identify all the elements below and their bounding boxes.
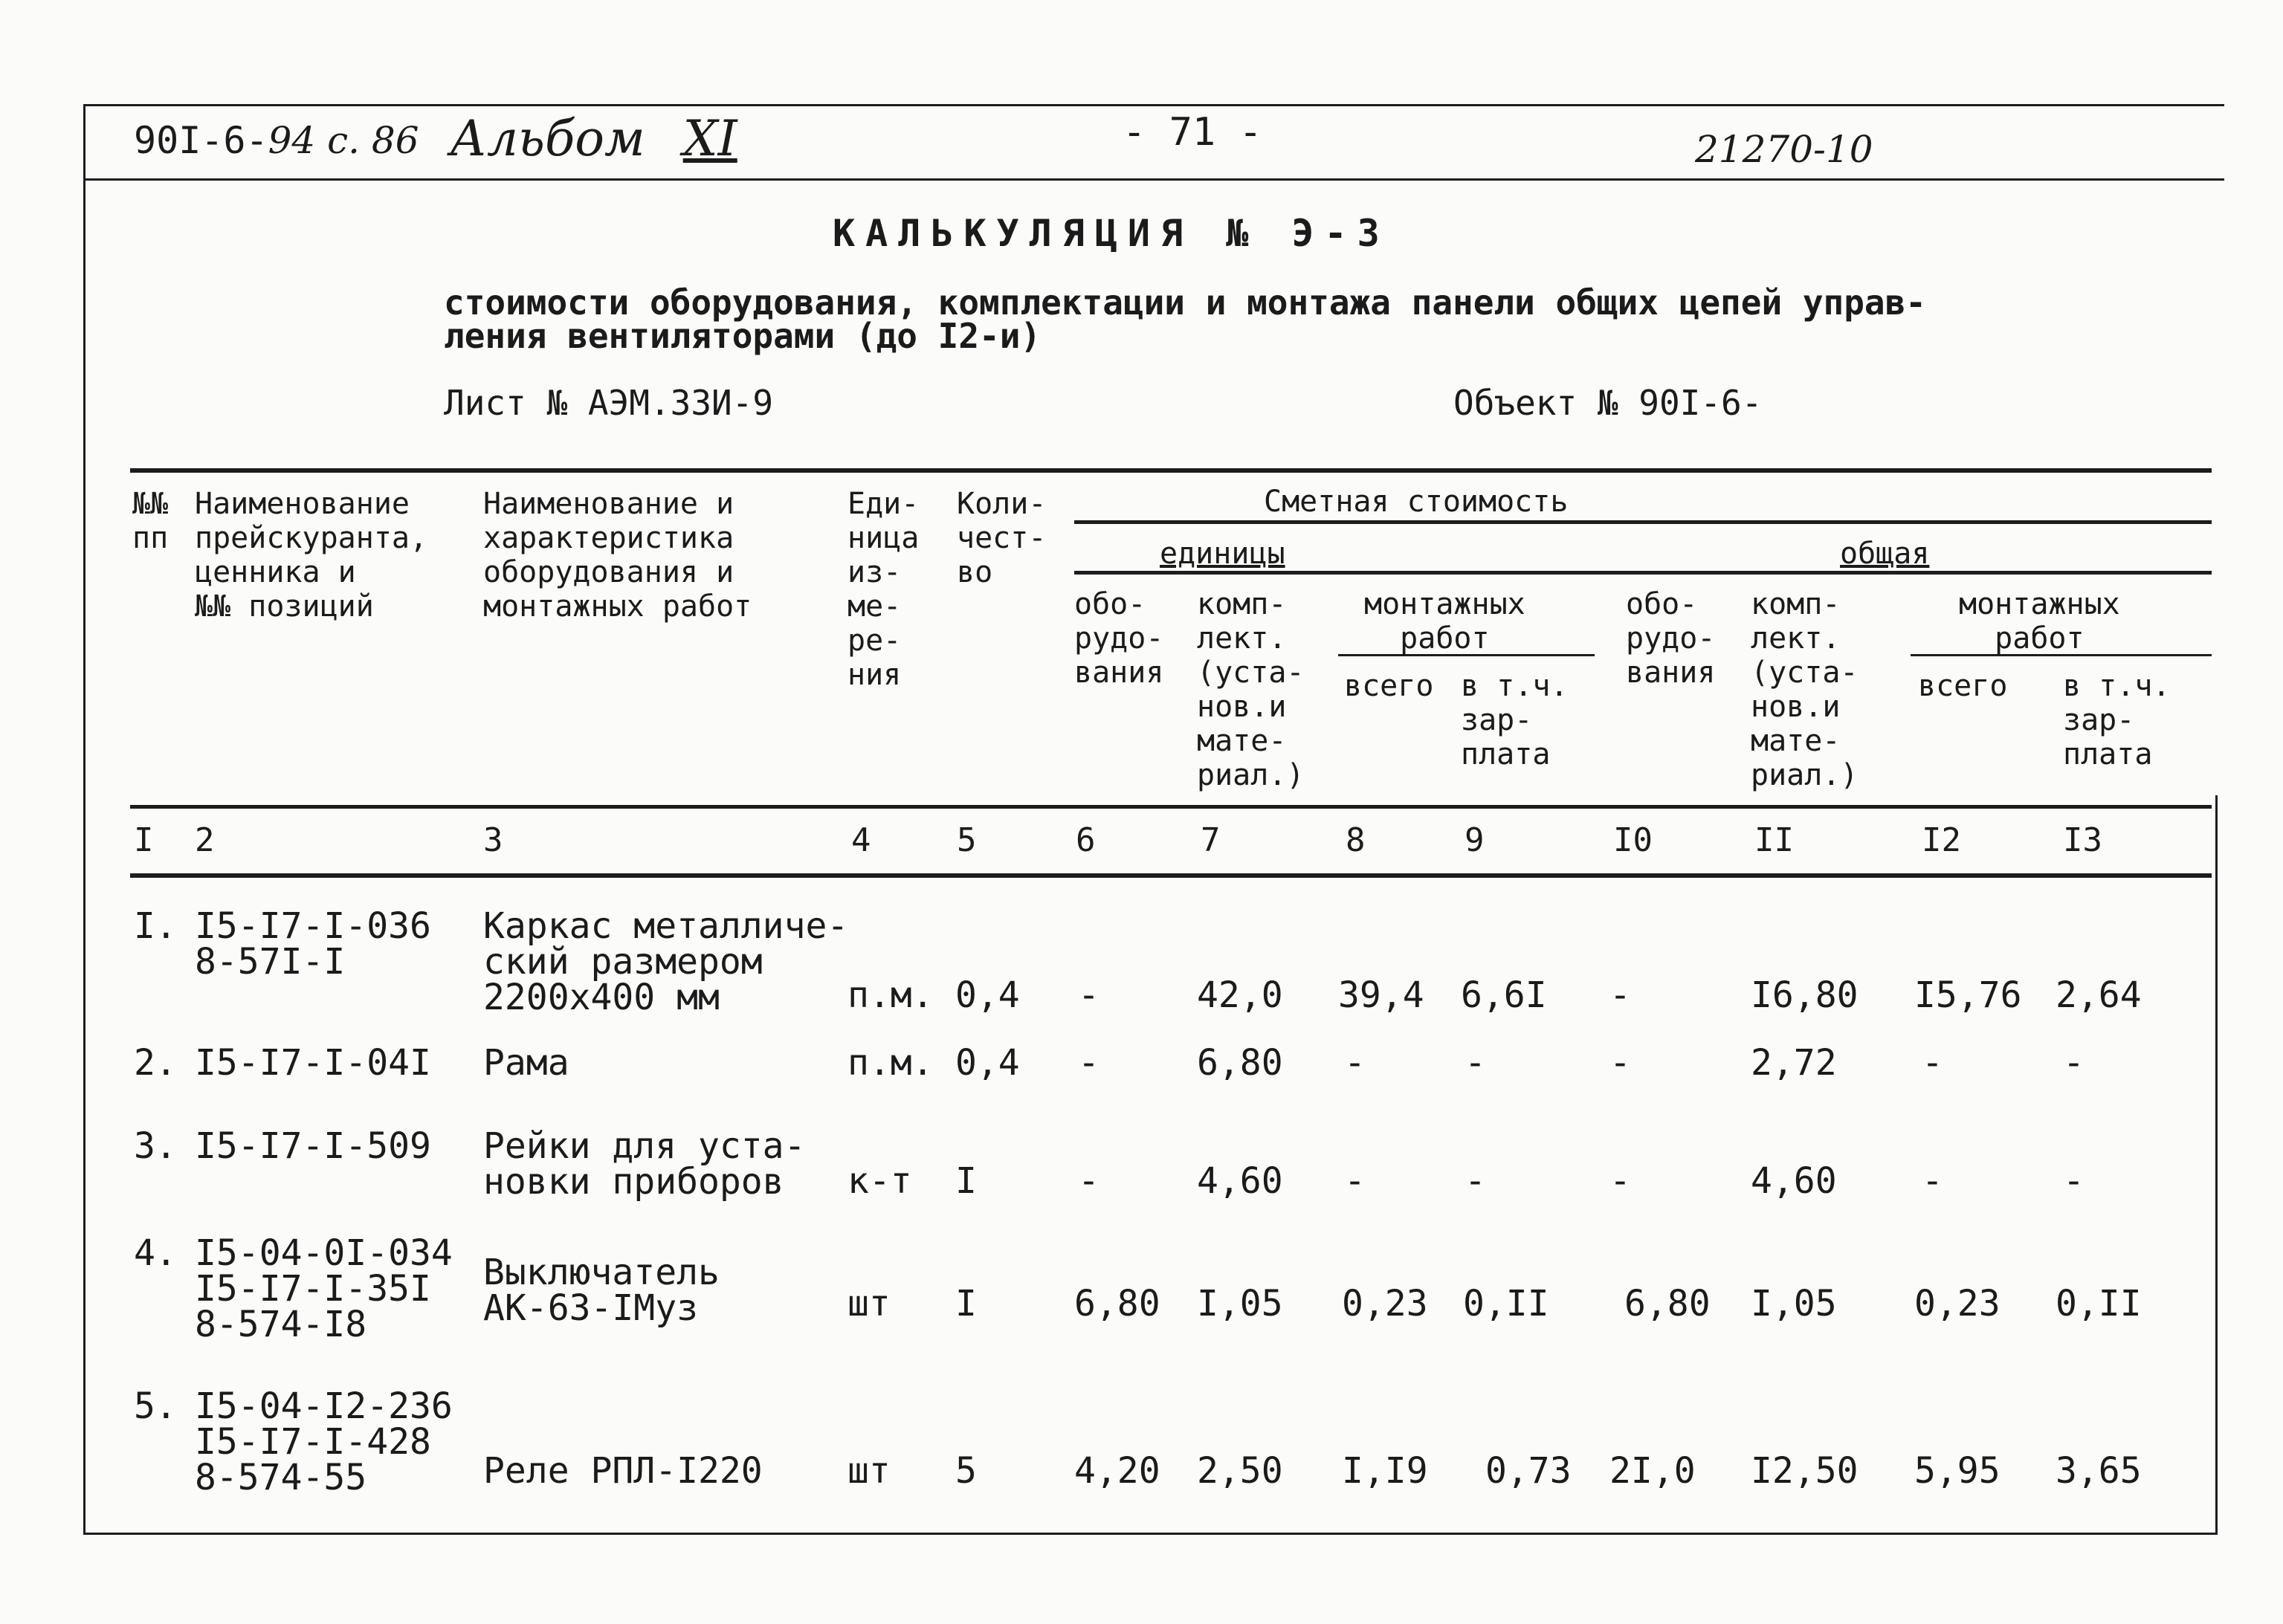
col-header-unit: Еди- ница из- ме- ре- ния xyxy=(847,487,920,692)
row-quantity: I xyxy=(955,1283,977,1324)
col-number: II xyxy=(1754,821,1794,859)
col-header-kompl-total: комп- лект. (уста- нов.и мате- риал.) xyxy=(1751,587,1859,792)
row-montazh-total: 0,23 xyxy=(1914,1283,2001,1324)
row-unit: п.м. xyxy=(847,1042,934,1084)
col-header-description: Наименование и характеристика оборудования и монтажных работ xyxy=(483,487,752,624)
col-header-unit-group: единицы xyxy=(1160,537,1285,571)
document-title: КАЛЬКУЛЯЦИЯ № Э-3 xyxy=(833,212,1390,255)
table-top-rule xyxy=(130,468,2212,473)
row-zarplata-total: - xyxy=(2063,1042,2085,1084)
row-kompl-total: I2,50 xyxy=(1751,1450,1859,1492)
frame-right-rule xyxy=(2215,795,2218,1535)
row-zarplata-unit: 0,73 xyxy=(1485,1450,1572,1492)
row-quantity: 0,4 xyxy=(955,1042,1020,1084)
row-kompl-total: I,05 xyxy=(1751,1283,1837,1324)
row-description: Выключатель АК-63-IМуз xyxy=(483,1252,720,1329)
row-kompl-unit: 2,50 xyxy=(1197,1450,1283,1492)
row-equip-total: - xyxy=(1609,974,1631,1016)
frame-left-rule xyxy=(83,104,85,1535)
row-equip-total: 6,80 xyxy=(1624,1283,1711,1324)
row-montazh-total: 5,95 xyxy=(1914,1450,2001,1492)
album-word: Альбом xyxy=(450,110,645,167)
row-kompl-unit: 6,80 xyxy=(1197,1042,1283,1084)
col-number: I3 xyxy=(2063,821,2102,859)
doc-ref-print: 90I-6- xyxy=(134,119,268,162)
frame-bottom-rule xyxy=(83,1533,2217,1535)
row-kompl-unit: 4,60 xyxy=(1197,1160,1283,1202)
col-number: 2 xyxy=(195,821,215,859)
col-header-montazh-total: монтажных работ xyxy=(1959,587,2120,656)
row-montazh-total: - xyxy=(1922,1160,1943,1202)
row-montazh-total: I5,76 xyxy=(1914,974,2022,1016)
col-number: 9 xyxy=(1465,821,1485,859)
header-bottom-rule xyxy=(130,805,2212,809)
row-description: Каркас металличе- ский размером 2200х400 мм xyxy=(483,905,849,1018)
row-pricelist-code: I5-04-0I-034 I5-I7-I-35I 8-574-I8 xyxy=(195,1232,453,1345)
col-header-pricelist: Наименование прейскуранта, ценника и №№ позиций xyxy=(195,487,428,624)
row-kompl-total: 2,72 xyxy=(1751,1042,1837,1084)
doc-ref-handwritten: 94 с. 86 xyxy=(268,119,419,162)
row-equip-unit: - xyxy=(1078,1042,1099,1084)
row-montazh-unit: I,I9 xyxy=(1342,1450,1428,1492)
row-montazh-unit: - xyxy=(1344,1160,1366,1202)
row-unit: п.м. xyxy=(847,974,934,1016)
row-description: Рейки для уста- новки приборов xyxy=(483,1125,806,1203)
row-montazh-unit: - xyxy=(1344,1042,1366,1084)
row-kompl-total: I6,80 xyxy=(1751,974,1859,1016)
row-pricelist-code: I5-I7-I-509 xyxy=(195,1125,431,1167)
row-zarplata-unit: - xyxy=(1465,1042,1486,1084)
group-rule xyxy=(1074,571,2212,575)
subtitle-line-2: ления вентиляторами (до I2-и) xyxy=(444,316,1042,356)
row-equip-unit: 6,80 xyxy=(1074,1283,1160,1324)
header-divider xyxy=(83,178,2224,181)
row-number: 2. xyxy=(134,1042,177,1084)
sheet-number: Лист № АЭМ.33И-9 xyxy=(444,383,774,423)
row-number: 5. xyxy=(134,1385,177,1427)
row-equip-unit: - xyxy=(1078,974,1099,1016)
row-zarplata-unit: - xyxy=(1465,1160,1486,1202)
row-zarplata-unit: 6,6I xyxy=(1461,974,1547,1016)
object-number: Объект № 90I-6- xyxy=(1453,383,1763,423)
frame-top-rule xyxy=(83,104,2224,106)
row-zarplata-total: - xyxy=(2063,1160,2085,1202)
row-description: Реле РПЛ-I220 xyxy=(483,1450,763,1492)
row-pricelist-code: I5-I7-I-036 8-57I-I xyxy=(195,905,431,983)
row-zarplata-total: 2,64 xyxy=(2056,974,2142,1016)
col-header-vsego-total: всего xyxy=(1918,669,2008,703)
col-number: 5 xyxy=(957,821,977,859)
archive-code: 21270-10 xyxy=(1695,128,1873,171)
row-pricelist-code: I5-I7-I-04I xyxy=(195,1042,431,1084)
col-number: 8 xyxy=(1346,821,1366,859)
col-header-vtch-total: в т.ч. зар- плата xyxy=(2063,669,2171,771)
row-kompl-total: 4,60 xyxy=(1751,1160,1837,1202)
col-header-equip-total: обо- рудо- вания xyxy=(1626,587,1716,690)
col-header-total-group: общая xyxy=(1840,537,1930,571)
row-montazh-total: - xyxy=(1922,1042,1943,1084)
col-number: I xyxy=(134,821,154,859)
row-equip-total: - xyxy=(1609,1042,1631,1084)
smeta-rule xyxy=(1074,520,2212,524)
album-number: XI xyxy=(682,110,737,167)
row-montazh-unit: 0,23 xyxy=(1342,1283,1428,1324)
row-unit: шт xyxy=(847,1450,891,1492)
row-equip-total: 2I,0 xyxy=(1609,1450,1696,1492)
row-unit: к-т xyxy=(847,1160,912,1202)
row-quantity: 0,4 xyxy=(955,974,1020,1016)
row-zarplata-total: 0,II xyxy=(2056,1283,2142,1324)
col-header-vsego-unit: всего xyxy=(1344,669,1434,703)
col-header-equip-unit: обо- рудо- вания xyxy=(1074,587,1164,690)
subtitle-line-1: стоимости оборудования, комплектации и монтажа панели общих цепей управ- xyxy=(444,282,1926,323)
col-header-vtch-unit: в т.ч. зар- плата xyxy=(1461,669,1569,771)
row-equip-total: - xyxy=(1609,1160,1631,1202)
col-number: I2 xyxy=(1922,821,1961,859)
row-unit: шт xyxy=(847,1283,891,1324)
col-number: 4 xyxy=(851,821,871,859)
numbers-bottom-rule xyxy=(130,873,2212,878)
row-number: 3. xyxy=(134,1125,177,1167)
row-zarplata-total: 3,65 xyxy=(2056,1450,2142,1492)
row-number: I. xyxy=(134,905,177,947)
col-header-smeta: Сметная стоимость xyxy=(1264,485,1569,519)
row-equip-unit: - xyxy=(1078,1160,1099,1202)
doc-reference xyxy=(134,119,419,162)
row-zarplata-unit: 0,II xyxy=(1463,1283,1549,1324)
col-number: I0 xyxy=(1613,821,1653,859)
col-number: 6 xyxy=(1076,821,1096,859)
col-number: 3 xyxy=(483,821,503,859)
row-description: Рама xyxy=(483,1042,569,1084)
col-header-kompl-unit: комп- лект. (уста- нов.и мате- риал.) xyxy=(1197,587,1305,792)
row-kompl-unit: I,05 xyxy=(1197,1283,1283,1324)
row-number: 4. xyxy=(134,1232,177,1274)
row-equip-unit: 4,20 xyxy=(1074,1450,1160,1492)
row-quantity: 5 xyxy=(955,1450,977,1492)
col-header-quantity: Коли- чест- во xyxy=(957,487,1047,589)
row-kompl-unit: 42,0 xyxy=(1197,974,1283,1016)
row-montazh-unit: 39,4 xyxy=(1338,974,1424,1016)
row-quantity: I xyxy=(955,1160,977,1202)
col-header-number: №№ пп xyxy=(132,487,169,555)
col-header-montazh-unit: монтажных работ xyxy=(1364,587,1525,656)
row-pricelist-code: I5-04-I2-236 I5-I7-I-428 8-574-55 xyxy=(195,1385,453,1498)
col-number: 7 xyxy=(1201,821,1221,859)
album-label xyxy=(450,110,737,167)
page-number: - 71 - xyxy=(1123,110,1262,155)
